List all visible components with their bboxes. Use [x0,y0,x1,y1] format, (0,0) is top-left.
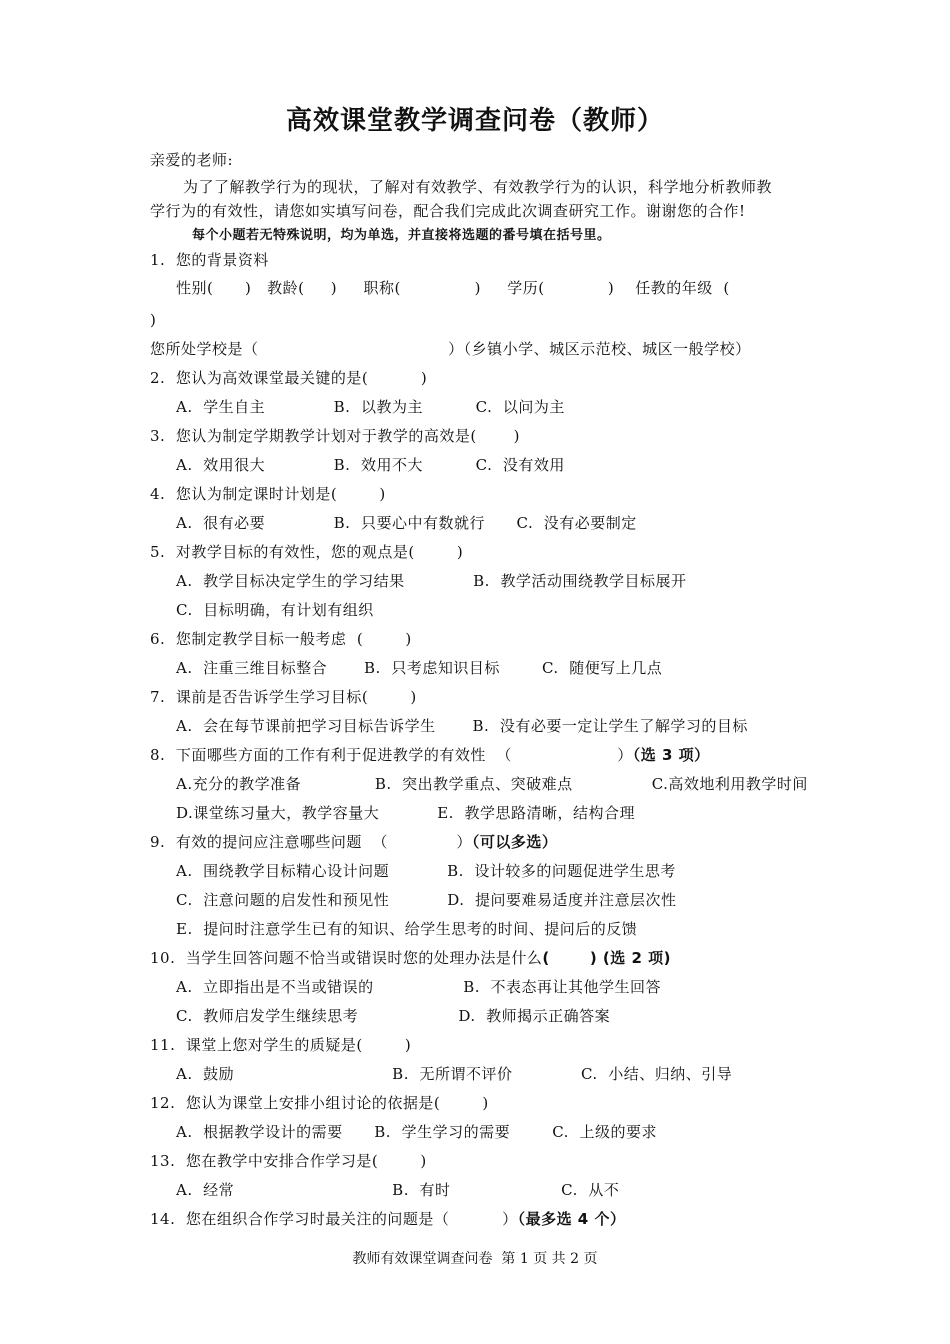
q7-options: A. 会在每节课前把学习目标告诉学生 B. 没有必要一定让学生了解学习的目标 [176,717,748,735]
q10-stem [150,948,671,968]
q8-options-1: A.充分的教学准备 B. 突出教学重点、突破难点 C.高效地利用教学时间 [176,775,808,793]
q6-stem: 6. 您制定教学目标一般考虑 ( ) [150,630,412,648]
q8-stem-note: （选 3 项） [632,746,710,764]
q2-options: A. 学生自主 B. 以教为主 C. 以问为主 [176,398,565,416]
q1-fields: 性别( ) 教龄( ) 职称( ) 学历( ) 任教的年级 ( [176,279,730,297]
q1-stem: 1. 您的背景资料 [150,251,269,269]
q13-options: A. 经常 B. 有时 C. 从不 [176,1181,620,1199]
q11-options: A. 鼓励 B. 无所谓不评价 C. 小结、归纳、引导 [176,1065,733,1083]
q9-options-1: A. 围绕教学目标精心设计问题 B. 设计较多的问题促进学生思考 [176,862,676,880]
intro-line-2: 学行为的有效性，请您如实填写问卷，配合我们完成此次调查研究工作。谢谢您的合作! [150,202,746,220]
q9-stem-text: 9. 有效的提问应注意哪些问题 （ ） [150,833,472,851]
q12-options: A. 根据教学设计的需要 B. 学生学习的需要 C. 上级的要求 [176,1123,657,1141]
q9-options-2: C. 注意问题的启发性和预见性 D. 提问要难易适度并注意层次性 [176,891,677,909]
greeting: 亲爱的老师: [150,151,234,169]
q8-stem [150,745,710,765]
q4-options: A. 很有必要 B. 只要心中有数就行 C. 没有必要制定 [176,514,637,532]
q9-stem [150,832,557,852]
page-footer: 教师有效课堂调查问卷 第 1 页 共 2 页 [352,1251,598,1267]
q11-stem: 11. 课堂上您对学生的质疑是( ) [150,1036,412,1054]
q2-stem: 2. 您认为高效课堂最关键的是( ) [150,369,428,387]
q14-stem [150,1209,625,1229]
q1-school: 您所处学校是（ ）（乡镇小学、城区示范校、城区一般学校） [150,340,751,358]
q13-stem: 13. 您在教学中安排合作学习是( ) [150,1152,427,1170]
q5-stem: 5. 对教学目标的有效性，您的观点是( ) [150,543,464,561]
q3-options: A. 效用很大 B. 效用不大 C. 没有效用 [176,456,565,474]
page-title: 高效课堂教学调查问卷（教师） [285,106,664,136]
q14-stem-text: 14. 您在组织合作学习时最关注的问题是（ ） [150,1210,518,1228]
q10-options-1: A. 立即指出是不当或错误的 B. 不表态再让其他学生回答 [176,978,662,996]
q4-stem: 4. 您认为制定课时计划是( ) [150,485,386,503]
q8-options-2: D.课堂练习量大，教学容量大 E. 教学思路清晰，结构合理 [176,804,635,822]
q10-stem-text: 10. 当学生回答问题不恰当或错误时您的处理办法是什么 [150,949,543,967]
q6-options: A. 注重三维目标整合 B. 只考虑知识目标 C. 随便写上几点 [176,659,663,677]
instruction-note: 每个小题若无特殊说明，均为单选，并直接将选题的番号填在括号里。 [192,228,611,243]
q5-options-2: C. 目标明确，有计划有组织 [176,601,374,619]
q10-options-2: C. 教师启发学生继续思考 D. 教师揭示正确答案 [176,1007,611,1025]
q8-stem-text: 8. 下面哪些方面的工作有利于促进教学的有效性 （ ） [150,746,633,764]
q5-options-1: A. 教学目标决定学生的学习结果 B. 教学活动围绕教学目标展开 [176,572,687,590]
q14-stem-note: （最多选 4 个） [517,1210,626,1228]
q10-stem-note: ( ) (选 2 项) [542,949,671,967]
intro-line-1: 为了了解教学行为的现状，了解对有效教学、有效教学行为的认识，科学地分析教师教 [183,178,773,196]
q1-fields-cont: ) [150,311,157,329]
q3-stem: 3. 您认为制定学期教学计划对于教学的高效是( ) [150,427,520,445]
q12-stem: 12. 您认为课堂上安排小组讨论的依据是( ) [150,1094,489,1112]
q9-options-3: E. 提问时注意学生已有的知识、给学生思考的时间、提问后的反馈 [176,920,638,938]
q9-stem-note: （可以多选） [471,833,558,851]
q7-stem: 7. 课前是否告诉学生学习目标( ) [150,688,417,706]
